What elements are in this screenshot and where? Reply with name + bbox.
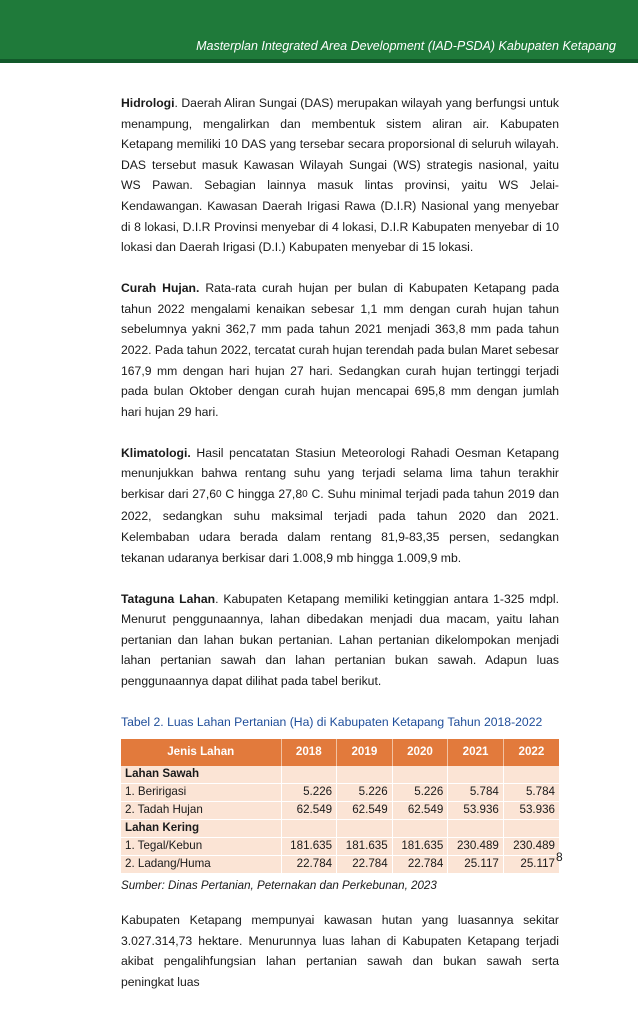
empty-cell [392,766,448,784]
table-cell: 53.936 [448,801,504,819]
empty-cell [337,819,393,837]
table-cell: 62.549 [281,801,337,819]
column-header: 2018 [281,739,337,766]
row-label: 1. Tegal/Kebun [121,837,281,855]
empty-cell [392,819,448,837]
header-band [0,0,638,63]
degree-mark-1: 0 [216,488,222,500]
table-cell: 62.549 [337,801,393,819]
empty-cell [337,766,393,784]
table-row [121,783,559,801]
text-klimatologi-1: Hasil pencatatan Stasiun Meteorologi Rahadi Oesman Ketapang menunjukkan bahwa rentang suhu yang terjadi selama lima tahun terakhir berkisar dari 27,6 [121,445,559,501]
text-klimatologi-2: C hingga 27,8 [221,486,303,501]
table-cell: 5.784 [448,783,504,801]
land-table [121,739,559,874]
paragraph-curah-hujan [121,278,559,422]
table-group-row [121,766,559,784]
text-hidrologi: . Daerah Aliran Sungai (DAS) merupakan wilayah yang berfungsi untuk menampung, mengalirkan dan membentuk sistem aliran air. Kabupaten Ketapang memiliki 10 DAS yang tersebar secara proporsional di seluruh wilayah. DAS tersebut masuk Kawasan Wilayah Sungai (WS) strategis nasional, yaitu WS Pawan. Sebagian lainnya masuk lintas provinsi, yaitu WS Jelai-Kendawangan. Kawasan Daerah Irigasi Rawa (D.I.R) Nasional yang menyebar di 8 lokasi, D.I.R Provinsi menyebar di 4 lokasi, D.I.R Kabupaten menyebar di 10 lokasi dan Daerah Irigasi (D.I.) Kabupaten menyebar di 15 lokasi. [121,96,559,255]
paragraph-closing [121,910,559,992]
page-content [121,93,559,1013]
paragraph-tataguna [121,589,559,692]
text-closing: Kabupaten Ketapang mempunyai kawasan hutan yang luasannya sekitar 3.027.314,73 hektare. Menurunnya luas lahan di Kabupaten Ketapang terjadi akibat pengalihfungsian lahan pertanian sawah dan bukan sawah serta peningkat luas [121,913,559,989]
table-group-row [121,819,559,837]
heading-klimatologi: Klimatologi. [121,445,191,460]
table-cell: 25.117 [448,855,504,873]
empty-cell [281,819,337,837]
column-header: 2020 [392,739,448,766]
table-source: Sumber: Dinas Pertanian, Peternakan dan Perkebunan, 2023 [121,878,437,892]
page-number: 8 [556,850,563,864]
paragraph-klimatologi [121,443,559,569]
table-cell: 22.784 [392,855,448,873]
column-header: 2021 [448,739,504,766]
paragraph-hidrologi [121,93,559,258]
empty-cell [281,766,337,784]
table-cell: 22.784 [337,855,393,873]
heading-curah-hujan: Curah Hujan. [121,281,200,296]
text-tataguna: . Kabupaten Ketapang memiliki ketinggian antara 1-325 mdpl. Menurut penggunaannya, lahan dibedakan menjadi dua macam, yaitu lahan pertanian dan lahan bukan pertanian. Lahan pertanian dikelompokan menjadi lahan pertanian sawah dan lahan pertanian bukan sawah. Adapun luas penggunaannya dapat dilihat pada tabel berikut. [121,591,559,689]
degree-mark-2: 0 [302,488,308,500]
header-title: Masterplan Integrated Area Development (IAD-PSDA) Kabupaten Ketapang [196,39,616,53]
table-header-row [121,739,559,766]
table-cell: 230.489 [448,837,504,855]
table-cell: 5.784 [503,783,559,801]
table-cell: 5.226 [281,783,337,801]
column-header: 2019 [337,739,393,766]
heading-hidrologi: Hidrologi [121,96,175,110]
column-header: 2022 [503,739,559,766]
table-cell: 22.784 [281,855,337,873]
table-caption: Tabel 2. Luas Lahan Pertanian (Ha) di Kabupaten Ketapang Tahun 2018-2022 [121,715,543,729]
empty-cell [503,766,559,784]
table-cell: 5.226 [392,783,448,801]
row-label: 1. Beririgasi [121,783,281,801]
table-cell: 5.226 [337,783,393,801]
table-cell: 181.635 [281,837,337,855]
table-cell: 62.549 [392,801,448,819]
table-cell: 230.489 [503,837,559,855]
text-klimatologi-3: C. Suhu minimal terjadi pada tahun 2019 dan 2022, sedangkan suhu maksimal terjadi pada tahun 2020 dan 2021. Kelembaban udara berada dalam rentang 81,9-83,35 persen, sedangkan tekanan udaranya berkisar dari 1.008,9 mb hingga 1.009,9 mb. [121,486,559,565]
table-cell: 181.635 [392,837,448,855]
row-label: 2. Ladang/Huma [121,855,281,873]
text-curah-hujan: Rata-rata curah hujan per bulan di Kabupaten Ketapang pada tahun 2022 mengalami kenaikan sebesar 1,1 mm dengan curah hujan tahun sebelumnya yakni 362,7 mm pada tahun 2021 menjadi 363,8 mm pada tahun 2022. Pada tahun 2022, tercatat curah hujan terendah pada bulan Maret sebesar 167,9 mm dengan hari hujan 27 hari. Sedangkan curah hujan tertinggi terjadi pada bulan Oktober dengan curah hujan mencapai 695,8 mm dengan jumlah hari hujan 29 hari. [121,281,560,419]
table-row [121,855,559,873]
column-header: Jenis Lahan [121,739,281,766]
table-row [121,801,559,819]
heading-tataguna: Tataguna Lahan [121,591,216,606]
group-label: Lahan Kering [121,819,281,837]
empty-cell [503,819,559,837]
table-cell: 181.635 [337,837,393,855]
empty-cell [448,819,504,837]
group-label: Lahan Sawah [121,766,281,784]
table-row [121,837,559,855]
empty-cell [448,766,504,784]
row-label: 2. Tadah Hujan [121,801,281,819]
table-cell: 53.936 [503,801,559,819]
table-cell: 25.117 [503,855,559,873]
